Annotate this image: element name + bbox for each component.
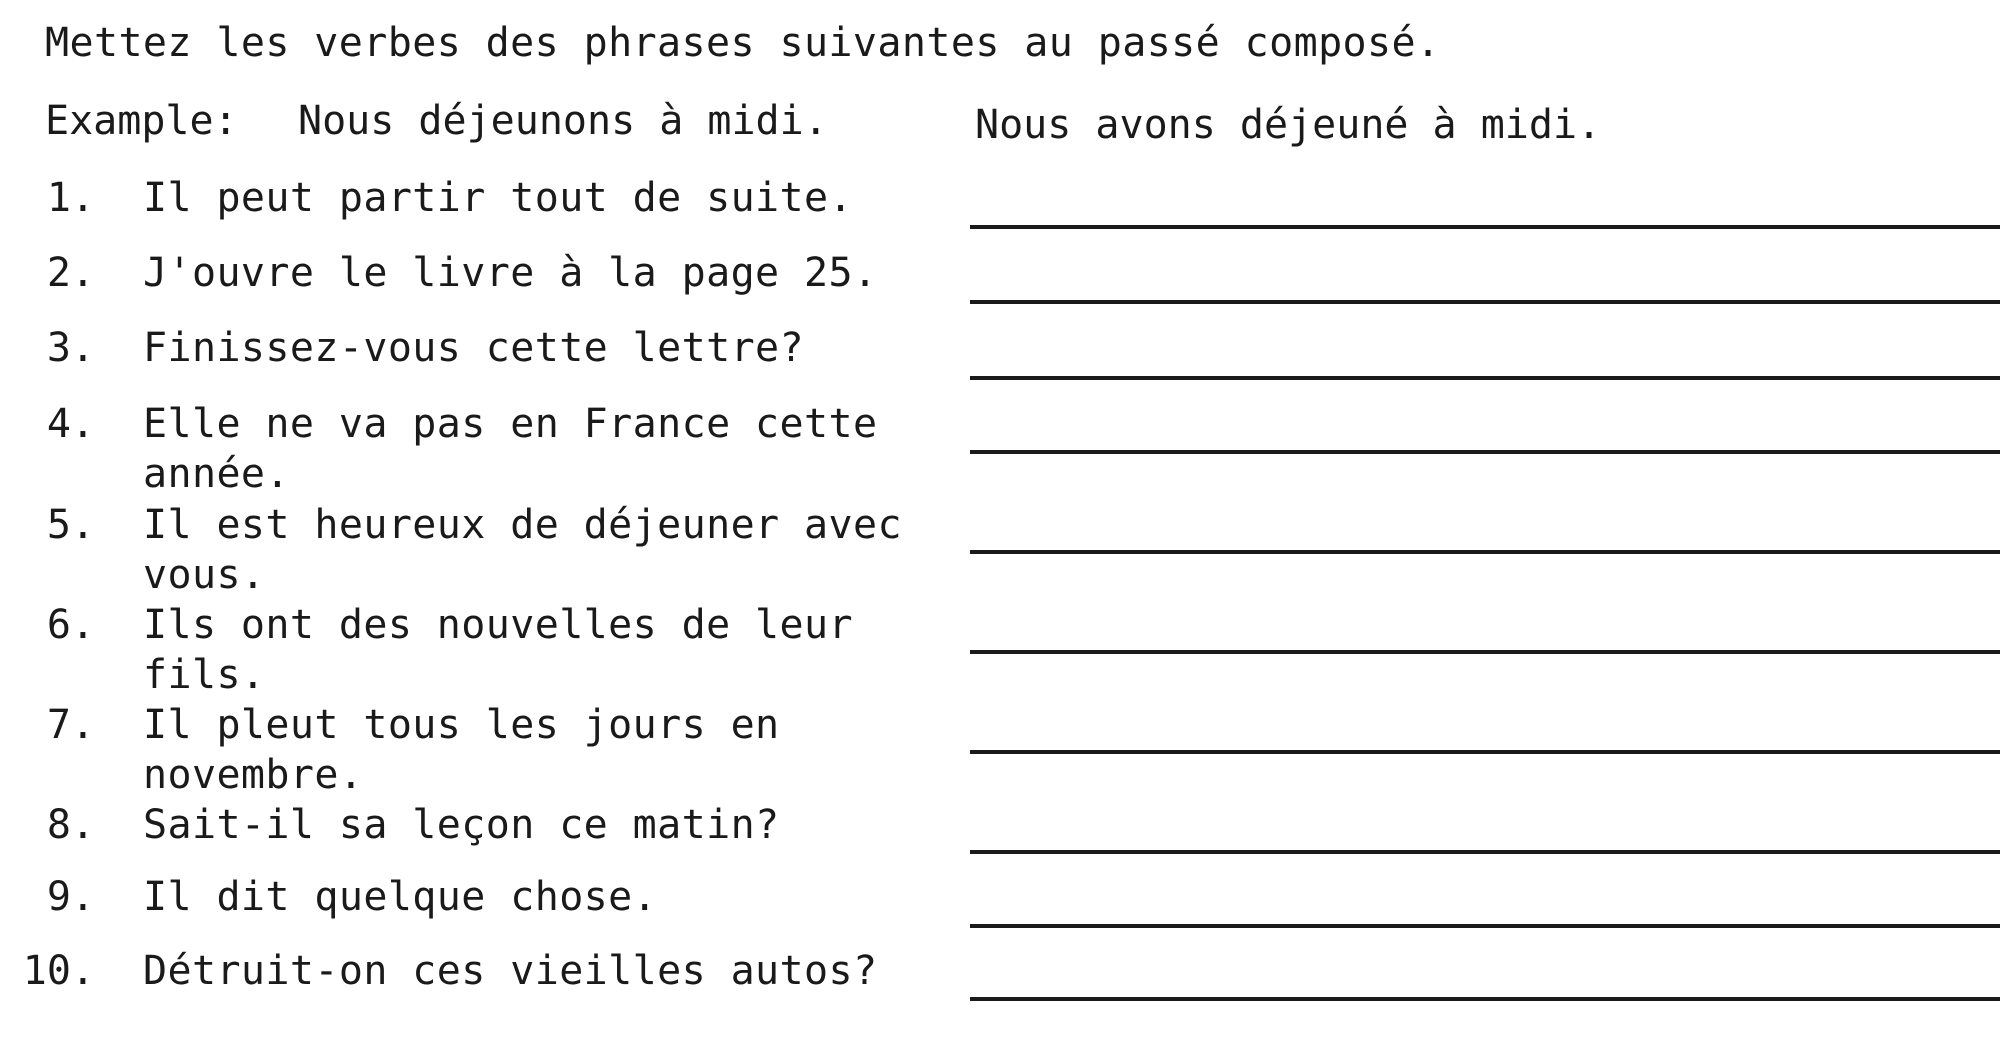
item-sentence: Détruit-on ces vieilles autos? [143,948,878,994]
item-sentence: Ils ont des nouvelles de leur fils. [143,602,853,698]
answer-blank[interactable] [970,300,2000,304]
answer-blank[interactable] [970,997,2000,1001]
item-number: 1. [46,175,95,221]
example-sentence: Nous déjeunons à midi. [298,98,828,144]
answer-blank[interactable] [970,850,2000,854]
item-sentence: J'ouvre le livre à la page 25. [143,250,878,296]
item-number: 8. [46,802,95,848]
item-sentence: Il pleut tous les jours en novembre. [143,702,780,798]
item-sentence: Il est heureux de déjeuner avec vous. [143,502,902,598]
item-sentence: Sait-il sa leçon ce matin? [143,802,780,848]
item-sentence: Finissez-vous cette lettre? [143,325,805,371]
item-number: 7. [46,702,95,748]
item-number: 9. [46,874,95,920]
item-number: 3. [46,325,95,371]
answer-blank[interactable] [970,650,2000,654]
item-number: 10. [22,948,95,994]
item-number: 5. [46,502,95,548]
example-label: Example: [45,98,238,144]
answer-blank[interactable] [970,450,2000,454]
example-answer: Nous avons déjeuné à midi. [975,102,1602,148]
item-sentence: Il dit quelque chose. [143,874,658,920]
answer-blank[interactable] [970,750,2000,754]
answer-blank[interactable] [970,924,2000,928]
item-number: 6. [46,602,95,648]
answer-blank[interactable] [970,550,2000,554]
instructions-text: Mettez les verbes des phrases suivantes au passé composé. [45,20,1441,66]
item-number: 2. [46,250,95,296]
item-number: 4. [46,401,95,447]
item-sentence: Il peut partir tout de suite. [143,175,853,221]
answer-blank[interactable] [970,225,2000,229]
item-sentence: Elle ne va pas en France cette année. [143,401,878,497]
answer-blank[interactable] [970,376,2000,380]
